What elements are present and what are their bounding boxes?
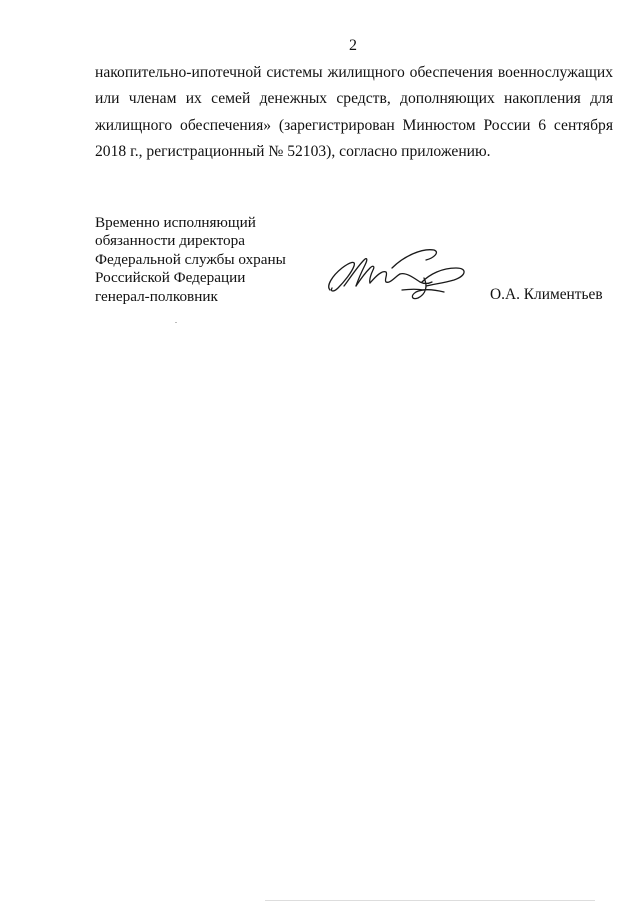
signatory-title-line: Временно исполняющий (95, 214, 256, 231)
signatory-title-line: обязанности директора (95, 232, 245, 250)
signatory-title-line: Российской Федерации (95, 269, 246, 287)
body-paragraph (95, 60, 613, 166)
signatory-title (95, 214, 335, 306)
paragraph-line: или членам их семей денежных средств, дополняющих накопления для (95, 90, 613, 108)
scan-edge-line (265, 900, 595, 901)
signatory-title-line: генерал-полковник (95, 287, 218, 305)
paragraph-line: накопительно-ипотечной системы жилищного обеспечения военнослужащих (95, 64, 613, 81)
handwritten-signature-icon (322, 238, 472, 308)
scan-speck (175, 322, 177, 323)
signatory-name: О.А. Климентьев (490, 286, 603, 303)
paragraph-line: 2018 г., регистрационный № 52103), согласно приложению. (95, 143, 491, 161)
paragraph-line: жилищного обеспечения» (зарегистрирован Минюстом России 6 сентября (95, 116, 613, 134)
page-number: 2 (349, 37, 357, 54)
signatory-title-line: Федеральной службы охраны (95, 250, 286, 268)
